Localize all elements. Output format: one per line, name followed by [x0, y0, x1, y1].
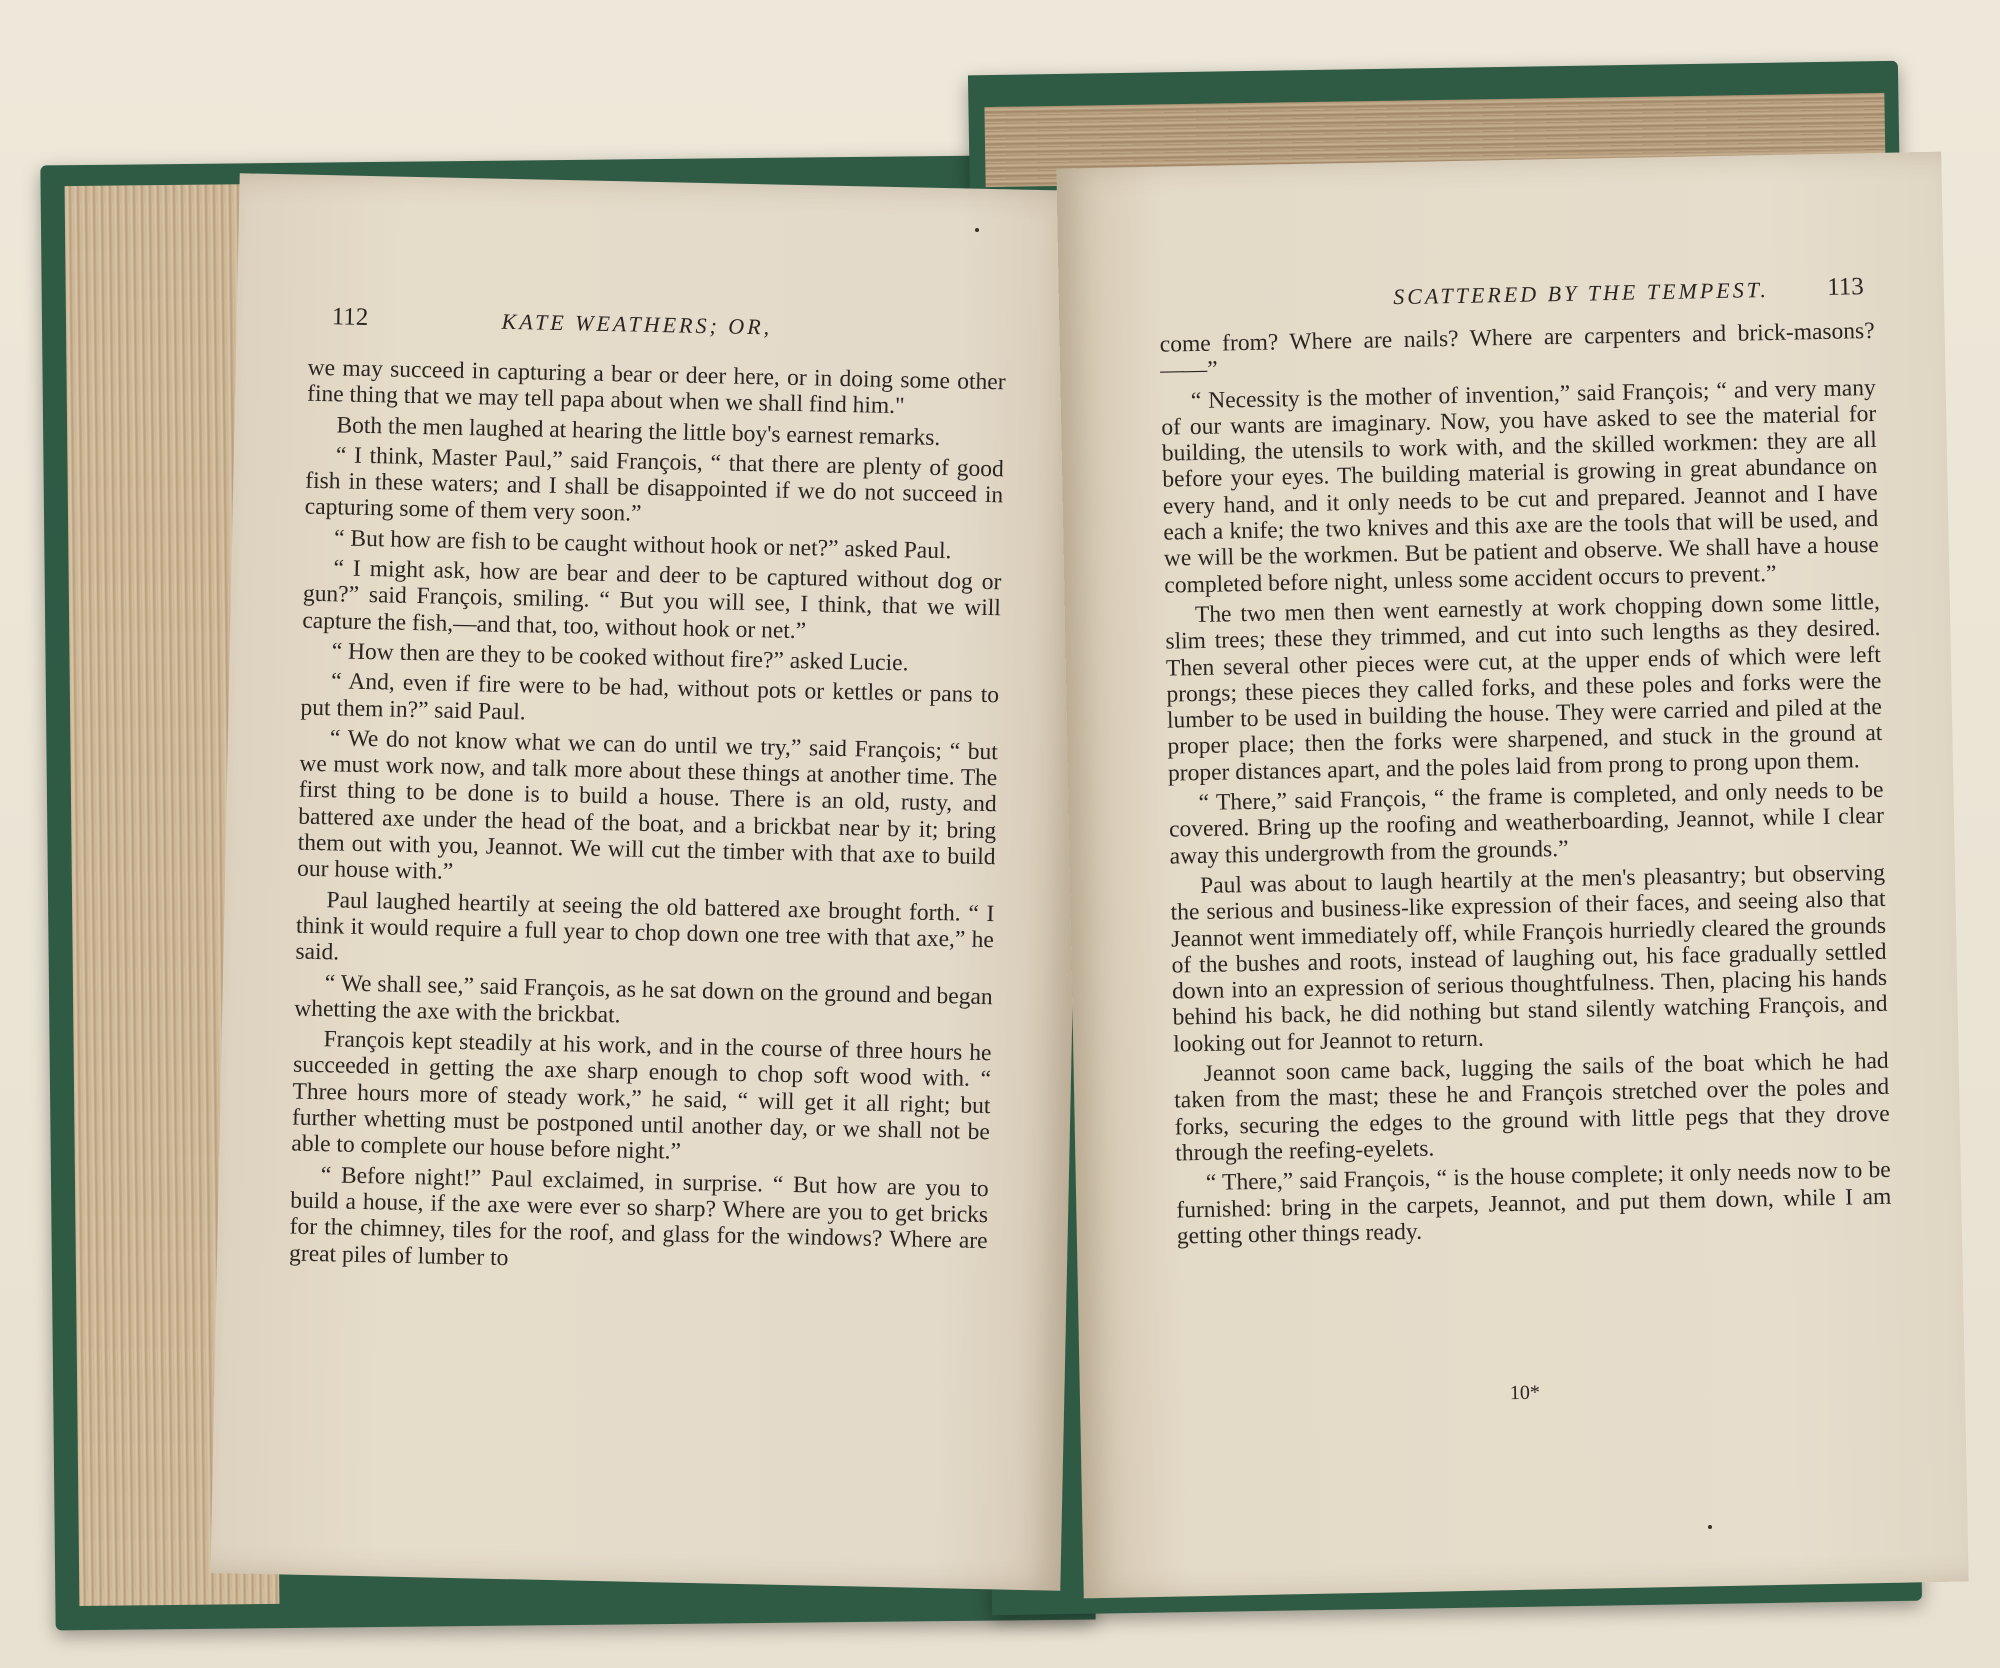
page-speck — [975, 228, 979, 232]
right-page — [1056, 152, 1968, 1599]
paragraph: Paul was about to laugh heartily at the men's pleasantry; but observing the serious and business-like expression of their faces, and seeing also that Jeannot went immediately off, while François hurriedly cleared the grounds of the bushes and roots, instead of laughing out, his face gradually settled down into an expression of serious thoughtfulness. Then, placing his hands behind his back, he did nothing but stand silently watching François, and looking out for Jeannot to return. — [1170, 859, 1888, 1058]
paragraph: come from? Where are nails? Where are carpenters and brick-masons?——” — [1159, 317, 1875, 384]
left-page-text — [289, 355, 1006, 1285]
paragraph: “ There,” said François, “ the frame is completed, and only needs to be covered. Bring up the roofing and weatherboarding, Jeannot, while I clear away this undergrowth from the grounds.” — [1168, 776, 1885, 870]
paragraph: “ I think, Master Paul,” said François, “ that there are plenty of good fish in these waters; and I shall be disappointed if we do not succeed in capturing some of them very soon.” — [304, 442, 1004, 528]
paragraph: Paul laughed heartily at seeing the old battered axe brought forth. “ I think it would require a full year to chop down one tree with that axe,” he said. — [295, 886, 995, 966]
paragraph: “ Necessity is the mother of invention,” said François; “ and very many of our wants are imaginary. Now, you have asked to see the material for building, the utensils to work with, and the skilled workmen: they are all before your eyes. The building material is growing in great abundance on every hand, and it only needs to be cut and prepared. Jeannot and I have each a knife; the two knives and this axe are the tools that will be used, and we will be the workmen. But be patient and observe. We shall have a house completed before night, unless some accident occurs to prevent.” — [1161, 374, 1879, 599]
left-page-number: 112 — [331, 303, 369, 331]
right-page-number: 113 — [1826, 273, 1865, 301]
paragraph: “ We shall see,” said François, as he sat down on the ground and began whetting the axe with the brickbat. — [294, 969, 993, 1029]
left-running-head: KATE WEATHERS; OR, — [501, 308, 773, 340]
paragraph: “ I might ask, how are bear and deer to be captured without dog or gun?” said François, smiling. “ But you will see, I think, that we will capture the fish,—and that, too, without hook or net.” — [302, 555, 1002, 644]
right-page-header — [1169, 273, 1865, 326]
paragraph: “ Before night!” Paul exclaimed, in surprise. “ But how are you to build a house, if the axe were ever so sharp? Where are you to get bricks for the chimney, tiles for the roof, and glass for the windows? Where are great piles of lumber to — [288, 1161, 989, 1271]
paragraph: François kept steadily at his work, and in the course of three hours he succeeded in getting the axe sharp enough to chop soft wood with. “ Three hours more of steady work,” he said, “ will get it all right; but further whetting must be postponed until another day, or we shall not be able to complete our house before night.” — [291, 1026, 992, 1166]
paragraph: “ How then are they to be cooked without fire?” asked Lucie. — [331, 638, 909, 677]
paragraph: “ And, even if fire were to be had, without pots or kettles or pans to put them in?” said Paul. — [300, 668, 1000, 725]
paragraph: Jeannot soon came back, lugging the sails of the boat which he had taken from the mast; these he and François stretched over the poles and forks, securing the edges to the ground with little pegs that they drove through the reefing-eyelets. — [1174, 1047, 1890, 1167]
paragraph: we may succeed in capturing a bear or deer here, or in doing some other fine thing that we may tell papa about when we shall find him." — [306, 354, 1006, 420]
left-page-header — [331, 303, 997, 357]
page-speck — [1708, 1525, 1712, 1529]
right-running-head: SCATTERED BY THE TEMPEST. — [1392, 276, 1770, 310]
printer-signature-mark: 10* — [1509, 1381, 1541, 1405]
left-page — [210, 173, 1089, 1590]
paragraph: The two men then went earnestly at work chopping down some little, slim trees; these they trimmed, and cut into such lengths as they desired. Then several other pieces were cut, at the upper ends of which were left prongs; these pieces they called forks, and these poles and forks were the lumber to be used in building the house. They were carried and piled at the proper place; then the forks were sharpened, and stuck in the ground at proper distances apart, and the poles laid from prong to prong upon them. — [1165, 588, 1883, 787]
paragraph: “ But how are fish to be caught without hook or net?” asked Paul. — [333, 525, 952, 565]
paragraph: “ We do not know what we can do until we try,” said François; “ but we must work now, and talk more about these things at another time. The first thing to be done is to build a house. There is an old, rusty, and battered axe under the head of the boat, and a brickbat near by it; bring them out with you, Jeannot. We will cut the timber with that axe to build our house with.” — [296, 725, 999, 886]
paragraph: Both the men laughed at hearing the little boy's earnest remarks. — [336, 411, 941, 451]
paragraph: “ There,” said François, “ is the house complete; it only needs now to be furnished: bring in the carpets, Jeannot, and put them down, while I am getting other things ready. — [1176, 1156, 1892, 1250]
right-page-text — [1160, 318, 1893, 1254]
